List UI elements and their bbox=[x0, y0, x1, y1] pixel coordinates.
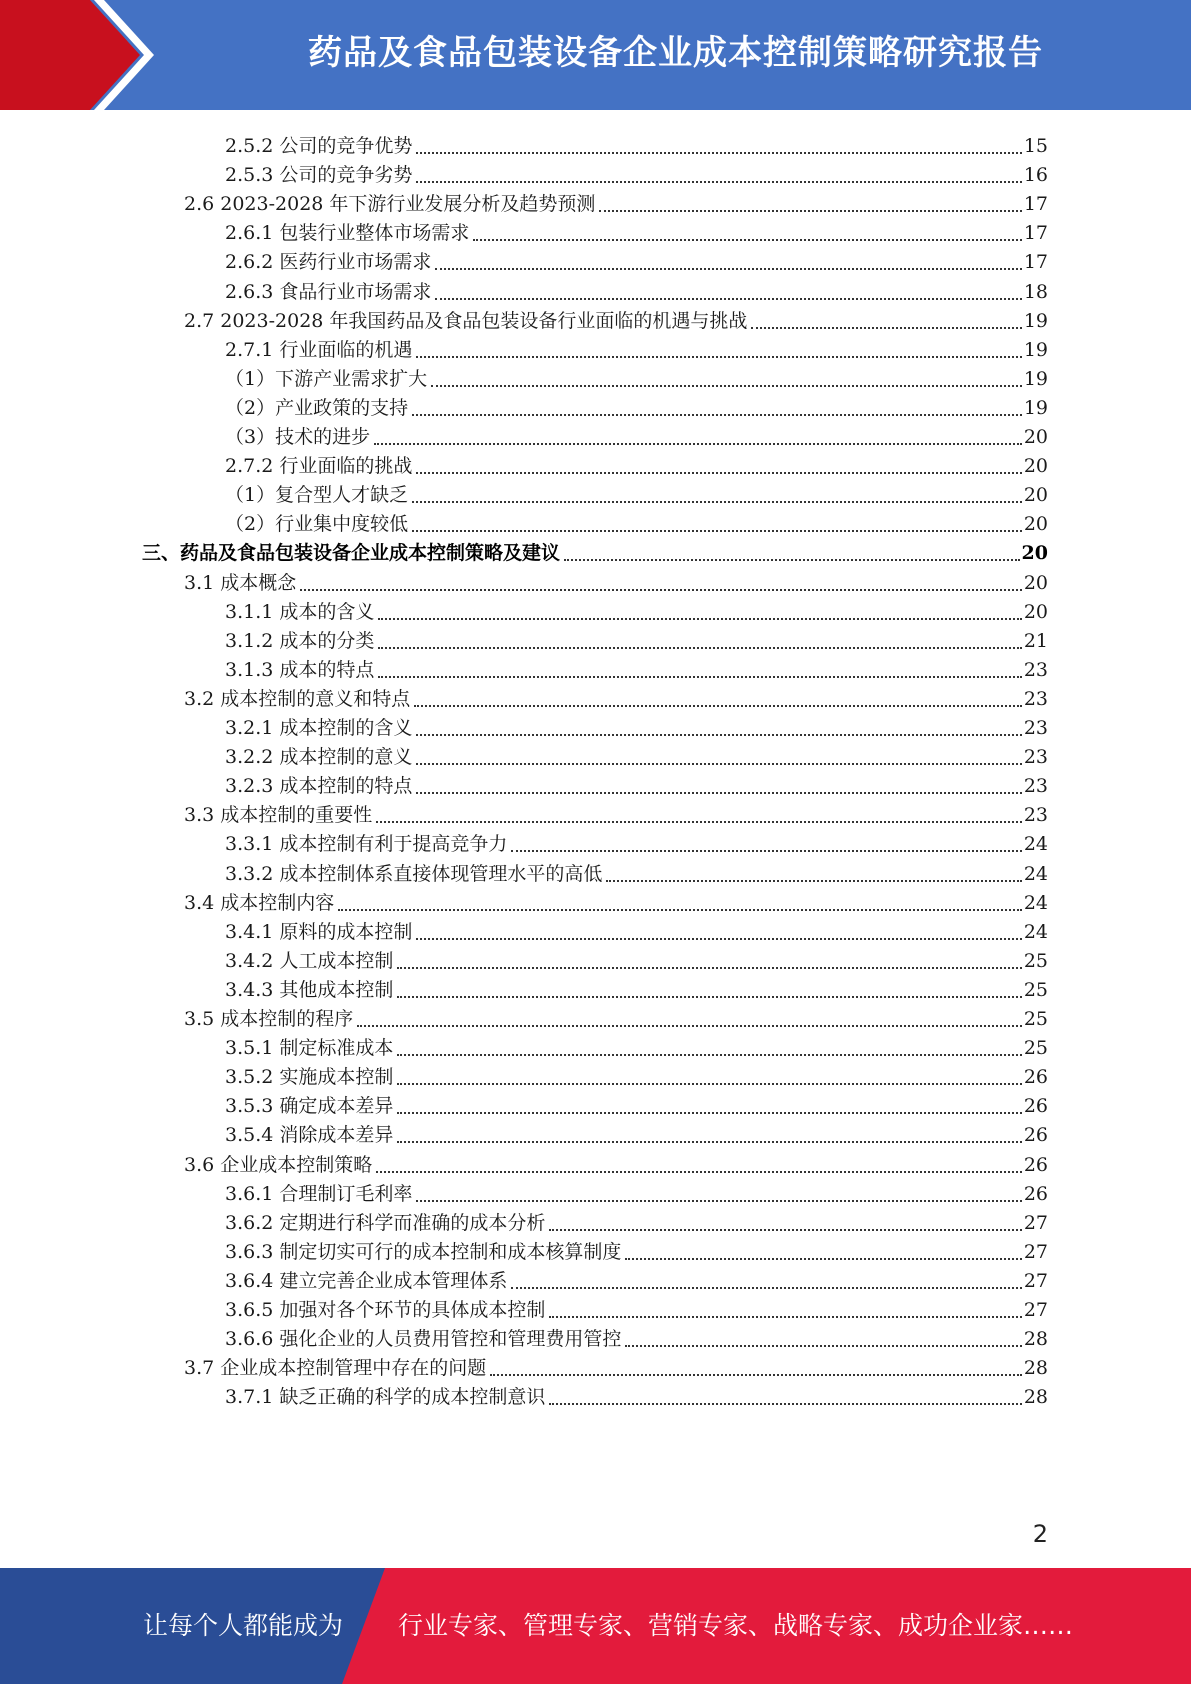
toc-entry-title: 3.2.2 成本控制的意义 bbox=[225, 746, 413, 768]
toc-dot-leader bbox=[414, 701, 1022, 707]
toc-entry[interactable] bbox=[184, 681, 1048, 712]
toc-entry-title: 3.1.3 成本的特点 bbox=[225, 659, 375, 681]
toc-dot-leader bbox=[416, 788, 1021, 794]
toc-entry[interactable] bbox=[225, 1176, 1048, 1207]
toc-entry-title: 2.6.1 包装行业整体市场需求 bbox=[225, 222, 470, 244]
toc-entry[interactable] bbox=[225, 710, 1048, 741]
toc-entry-title: 2.5.2 公司的竞争优势 bbox=[225, 135, 413, 157]
toc-entry-page: 20 bbox=[1023, 484, 1048, 506]
toc-dot-leader bbox=[416, 468, 1021, 474]
toc-dot-leader bbox=[431, 381, 1022, 387]
toc-entry-title: 3.3 成本控制的重要性 bbox=[184, 804, 373, 826]
toc-entry[interactable] bbox=[225, 448, 1048, 479]
toc-entry-title: 3.3.1 成本控制有利于提高竞争力 bbox=[225, 833, 508, 855]
toc-entry-page: 17 bbox=[1023, 193, 1048, 215]
toc-entry[interactable] bbox=[184, 885, 1048, 916]
toc-entry-title: 三、药品及食品包装设备企业成本控制策略及建议 bbox=[142, 542, 561, 564]
toc-dot-leader bbox=[549, 1399, 1021, 1405]
toc-dot-leader bbox=[397, 963, 1021, 969]
toc-entry-page: 28 bbox=[1023, 1328, 1048, 1350]
toc-entry[interactable] bbox=[225, 1117, 1048, 1148]
toc-dot-leader bbox=[599, 206, 1021, 212]
toc-entry[interactable] bbox=[225, 274, 1048, 305]
toc-dot-leader bbox=[300, 585, 1022, 591]
toc-entry[interactable] bbox=[225, 623, 1048, 654]
toc-entry-page: 26 bbox=[1023, 1066, 1048, 1088]
toc-dot-leader bbox=[416, 1196, 1021, 1202]
toc-entry-page: 23 bbox=[1023, 804, 1048, 826]
toc-dot-leader bbox=[435, 264, 1021, 270]
toc-dot-leader bbox=[549, 1312, 1021, 1318]
toc-dot-leader bbox=[378, 614, 1021, 620]
toc-dot-leader bbox=[416, 148, 1021, 154]
toc-dot-leader bbox=[416, 352, 1021, 358]
toc-entry-title: 3.6.5 加强对各个环节的具体成本控制 bbox=[225, 1299, 546, 1321]
toc-entry-title: 3.6.4 建立完善企业成本管理体系 bbox=[225, 1270, 508, 1292]
toc-dot-leader bbox=[397, 1079, 1021, 1085]
toc-entry-page: 25 bbox=[1023, 950, 1048, 972]
toc-entry-title: 3.1.1 成本的含义 bbox=[225, 601, 375, 623]
toc-entry[interactable] bbox=[184, 1147, 1048, 1178]
toc-entry[interactable] bbox=[225, 652, 1048, 683]
toc-entry[interactable] bbox=[225, 419, 1048, 450]
toc-entry[interactable] bbox=[184, 797, 1048, 828]
toc-entry[interactable] bbox=[184, 565, 1048, 596]
footer-slogan-left: 让每个人都能成为 bbox=[143, 1611, 344, 1640]
toc-entry[interactable] bbox=[225, 390, 1048, 421]
toc-entry-page: 20 bbox=[1023, 455, 1048, 477]
toc-entry[interactable] bbox=[225, 1059, 1048, 1090]
toc-entry-page: 28 bbox=[1023, 1357, 1048, 1379]
toc-entry-title: （3）技术的进步 bbox=[225, 426, 371, 448]
toc-entry-page: 19 bbox=[1023, 339, 1048, 361]
toc-entry[interactable] bbox=[184, 186, 1048, 217]
toc-dot-leader bbox=[397, 1137, 1021, 1143]
footer-slogan-right: 行业专家、管理专家、营销专家、战略专家、成功企业家…… bbox=[398, 1611, 1074, 1640]
toc-entry-page: 23 bbox=[1023, 775, 1048, 797]
toc-entry-title: 2.6 2023-2028 年下游行业发展分析及趋势预测 bbox=[184, 193, 596, 215]
toc-dot-leader bbox=[338, 905, 1022, 911]
toc-entry-title: 2.6.3 食品行业市场需求 bbox=[225, 281, 432, 303]
toc-entry-title: 2.7.1 行业面临的机遇 bbox=[225, 339, 413, 361]
toc-entry[interactable] bbox=[225, 914, 1048, 945]
toc-entry-page: 19 bbox=[1023, 310, 1048, 332]
toc-dot-leader bbox=[397, 1108, 1021, 1114]
toc-entry-title: 3.4.3 其他成本控制 bbox=[225, 979, 394, 1001]
toc-dot-leader bbox=[564, 555, 1020, 561]
toc-entry[interactable] bbox=[225, 943, 1048, 974]
toc-entry-title: 3.5 成本控制的程序 bbox=[184, 1008, 354, 1030]
toc-entry[interactable] bbox=[225, 506, 1048, 537]
toc-entry-page: 21 bbox=[1023, 630, 1048, 652]
toc-entry-title: 2.7.2 行业面临的挑战 bbox=[225, 455, 413, 477]
toc-dot-leader bbox=[412, 410, 1022, 416]
toc-dot-leader bbox=[412, 526, 1022, 532]
toc-entry-title: 3.5.3 确定成本差异 bbox=[225, 1095, 394, 1117]
toc-dot-leader bbox=[416, 759, 1021, 765]
toc-entry-page: 24 bbox=[1023, 892, 1048, 914]
toc-entry[interactable] bbox=[225, 157, 1048, 188]
toc-entry-title: 3.2.3 成本控制的特点 bbox=[225, 775, 413, 797]
toc-entry[interactable] bbox=[225, 215, 1048, 246]
toc-entry[interactable] bbox=[142, 535, 1048, 566]
toc-dot-leader bbox=[357, 1021, 1022, 1027]
toc-dot-leader bbox=[473, 235, 1021, 241]
toc-entry[interactable] bbox=[225, 1263, 1048, 1294]
toc-entry-page: 17 bbox=[1023, 251, 1048, 273]
toc-entry-page: 23 bbox=[1023, 746, 1048, 768]
toc-entry-page: 15 bbox=[1023, 135, 1048, 157]
toc-entry[interactable] bbox=[225, 1030, 1048, 1061]
toc-dot-leader bbox=[416, 730, 1021, 736]
page-header bbox=[0, 0, 1191, 110]
toc-entry-title: 3.6 企业成本控制策略 bbox=[184, 1154, 373, 1176]
toc-dot-leader bbox=[416, 934, 1021, 940]
toc-entry[interactable] bbox=[225, 768, 1048, 799]
toc-entry[interactable] bbox=[225, 332, 1048, 363]
toc-entry-title: （2）产业政策的支持 bbox=[225, 397, 409, 419]
toc-dot-leader bbox=[378, 672, 1021, 678]
toc-entry-title: 3.6.6 强化企业的人员费用管控和管理费用管控 bbox=[225, 1328, 622, 1350]
toc-entry-title: （1）下游产业需求扩大 bbox=[225, 368, 428, 390]
toc-entry-page: 18 bbox=[1023, 281, 1048, 303]
toc-entry-page: 27 bbox=[1023, 1270, 1048, 1292]
toc-dot-leader bbox=[606, 876, 1021, 882]
toc-entry[interactable] bbox=[225, 128, 1048, 159]
toc-entry-title: 3.3.2 成本控制体系直接体现管理水平的高低 bbox=[225, 863, 603, 885]
toc-dot-leader bbox=[511, 846, 1021, 852]
toc-entry[interactable] bbox=[225, 1205, 1048, 1236]
toc-entry[interactable] bbox=[225, 1234, 1048, 1265]
toc-entry[interactable] bbox=[225, 856, 1048, 887]
toc-entry[interactable] bbox=[225, 1292, 1048, 1323]
toc-entry-page: 27 bbox=[1023, 1241, 1048, 1263]
toc-entry-title: 3.4.2 人工成本控制 bbox=[225, 950, 394, 972]
toc-entry-page: 26 bbox=[1023, 1124, 1048, 1146]
page-footer bbox=[0, 1568, 1191, 1684]
toc-entry-page: 23 bbox=[1023, 659, 1048, 681]
page-number: 2 bbox=[1032, 1520, 1048, 1548]
toc-entry-title: 3.6.2 定期进行科学而准确的成本分析 bbox=[225, 1212, 546, 1234]
toc-dot-leader bbox=[751, 323, 1021, 329]
toc-entry-page: 23 bbox=[1023, 717, 1048, 739]
toc-entry-page: 24 bbox=[1023, 921, 1048, 943]
toc-entry-page: 25 bbox=[1023, 979, 1048, 1001]
toc-entry-page: 24 bbox=[1023, 833, 1048, 855]
toc-entry-title: （1）复合型人才缺乏 bbox=[225, 484, 409, 506]
toc-entry-title: 2.6.2 医药行业市场需求 bbox=[225, 251, 432, 273]
toc-entry-title: 3.4.1 原料的成本控制 bbox=[225, 921, 413, 943]
toc-entry-page: 26 bbox=[1023, 1095, 1048, 1117]
toc-entry[interactable] bbox=[225, 1088, 1048, 1119]
toc-entry-title: 3.5.1 制定标准成本 bbox=[225, 1037, 394, 1059]
toc-entry-page: 26 bbox=[1023, 1154, 1048, 1176]
toc-dot-leader bbox=[376, 1167, 1022, 1173]
toc-entry[interactable] bbox=[225, 739, 1048, 770]
toc-entry-title: 2.7 2023-2028 年我国药品及食品包装设备行业面临的机遇与挑战 bbox=[184, 310, 748, 332]
toc-entry-page: 20 bbox=[1023, 513, 1048, 535]
toc-entry-page: 20 bbox=[1023, 572, 1048, 594]
toc-entry-page: 16 bbox=[1023, 164, 1048, 186]
toc-entry-page: 20 bbox=[1021, 542, 1048, 564]
toc-entry-title: 3.2 成本控制的意义和特点 bbox=[184, 688, 411, 710]
toc-entry-title: 3.4 成本控制内容 bbox=[184, 892, 335, 914]
toc-entry-title: 3.7 企业成本控制管理中存在的问题 bbox=[184, 1357, 487, 1379]
toc-dot-leader bbox=[412, 497, 1022, 503]
toc-dot-leader bbox=[549, 1225, 1021, 1231]
toc-entry[interactable] bbox=[225, 1321, 1048, 1352]
toc-dot-leader bbox=[511, 1283, 1021, 1289]
toc-entry-title: 3.2.1 成本控制的含义 bbox=[225, 717, 413, 739]
report-title: 药品及食品包装设备企业成本控制策略研究报告 bbox=[308, 33, 1043, 73]
toc-entry-page: 25 bbox=[1023, 1037, 1048, 1059]
toc-dot-leader bbox=[416, 177, 1021, 183]
toc-entry-page: 28 bbox=[1023, 1386, 1048, 1408]
toc-dot-leader bbox=[376, 817, 1022, 823]
toc-dot-leader bbox=[625, 1254, 1021, 1260]
toc-entry-page: 27 bbox=[1023, 1299, 1048, 1321]
toc-entry-page: 25 bbox=[1023, 1008, 1048, 1030]
toc-entry-page: 20 bbox=[1023, 601, 1048, 623]
toc-entry-title: 3.7.1 缺乏正确的科学的成本控制意识 bbox=[225, 1386, 546, 1408]
toc-entry[interactable] bbox=[225, 826, 1048, 857]
toc-entry-page: 19 bbox=[1023, 368, 1048, 390]
toc-dot-leader bbox=[397, 992, 1021, 998]
toc-dot-leader bbox=[397, 1050, 1021, 1056]
toc-entry-title: 3.6.3 制定切实可行的成本控制和成本核算制度 bbox=[225, 1241, 622, 1263]
toc-entry-title: 3.6.1 合理制订毛利率 bbox=[225, 1183, 413, 1205]
toc-entry-page: 23 bbox=[1023, 688, 1048, 710]
toc-entry[interactable] bbox=[225, 361, 1048, 392]
toc-entry-page: 20 bbox=[1023, 426, 1048, 448]
toc-dot-leader bbox=[490, 1370, 1022, 1376]
toc-entry-title: 2.5.3 公司的竞争劣势 bbox=[225, 164, 413, 186]
toc-entry-title: 3.5.2 实施成本控制 bbox=[225, 1066, 394, 1088]
toc-entry-page: 27 bbox=[1023, 1212, 1048, 1234]
toc-entry[interactable] bbox=[225, 972, 1048, 1003]
toc-entry[interactable] bbox=[225, 477, 1048, 508]
toc-dot-leader bbox=[378, 643, 1021, 649]
toc-entry-page: 24 bbox=[1023, 863, 1048, 885]
toc-entry[interactable] bbox=[184, 1001, 1048, 1032]
toc-entry-title: 3.1 成本概念 bbox=[184, 572, 297, 594]
toc-entry-page: 26 bbox=[1023, 1183, 1048, 1205]
toc-entry-page: 19 bbox=[1023, 397, 1048, 419]
toc-entry[interactable] bbox=[184, 1350, 1048, 1381]
toc-entry[interactable] bbox=[225, 244, 1048, 275]
toc-entry-page: 17 bbox=[1023, 222, 1048, 244]
toc-entry[interactable] bbox=[225, 1379, 1048, 1410]
toc-dot-leader bbox=[374, 439, 1022, 445]
toc-dot-leader bbox=[435, 294, 1021, 300]
toc-dot-leader bbox=[625, 1341, 1021, 1347]
toc-entry-title: （2）行业集中度较低 bbox=[225, 513, 409, 535]
toc-entry-title: 3.5.4 消除成本差异 bbox=[225, 1124, 394, 1146]
toc-entry[interactable] bbox=[225, 594, 1048, 625]
toc-entry[interactable] bbox=[184, 303, 1048, 334]
toc-entry-title: 3.1.2 成本的分类 bbox=[225, 630, 375, 652]
